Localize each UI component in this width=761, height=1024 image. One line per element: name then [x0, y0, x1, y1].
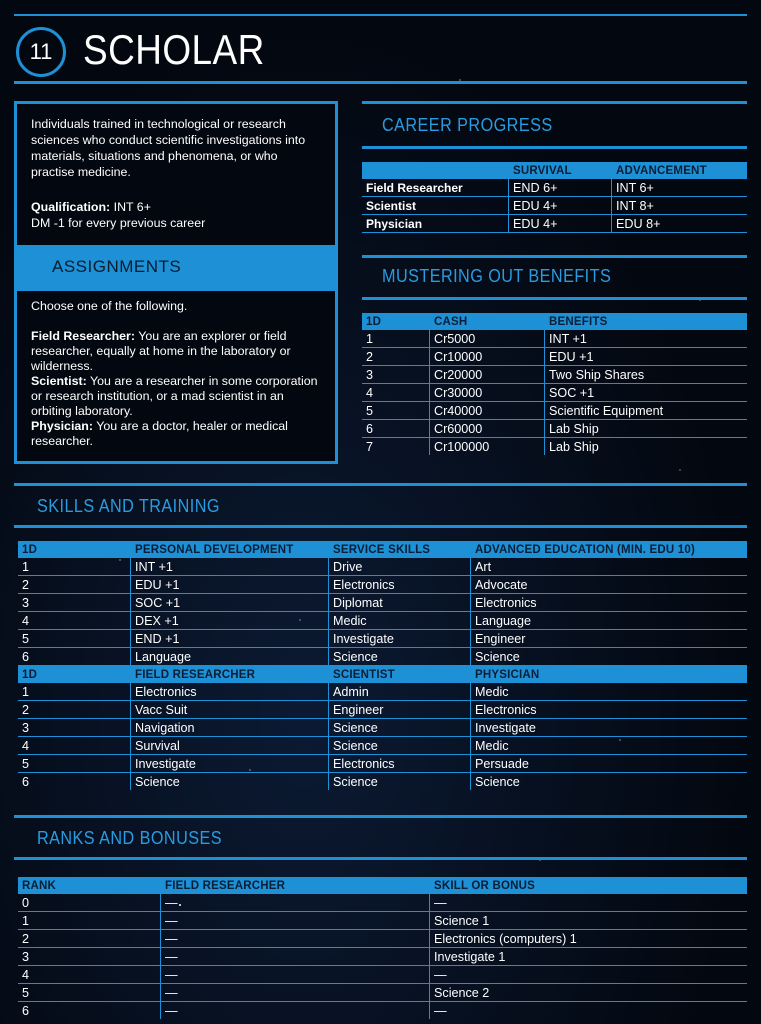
table-cell: Science — [329, 773, 471, 791]
table-row — [362, 215, 747, 233]
table-row — [362, 420, 747, 438]
mustering-out-title: MUSTERING OUT BENEFITS — [382, 266, 612, 286]
qualification-label: Qualification: — [31, 200, 111, 214]
assignments-body — [31, 299, 323, 449]
table-cell: Language — [131, 648, 329, 666]
table-cell: Admin — [329, 683, 471, 701]
table-row — [362, 348, 747, 366]
table-row — [362, 179, 747, 197]
table-row — [18, 930, 747, 948]
table-cell: 4 — [18, 966, 161, 984]
ranks-top-rule — [14, 815, 747, 818]
table-cell: — — [161, 912, 430, 930]
table-cell: Engineer — [329, 701, 471, 719]
career-progress-bottom-rule — [362, 146, 747, 149]
table-cell: 5 — [18, 755, 131, 773]
mustering-top-rule — [362, 255, 747, 258]
skills-bottom-rule — [14, 525, 747, 528]
table-row — [18, 648, 747, 666]
table-row — [18, 894, 747, 912]
table-row — [18, 755, 747, 773]
assignments-header — [17, 245, 335, 291]
table-row — [18, 719, 747, 737]
table-cell: Advocate — [471, 576, 748, 594]
mustering-bottom-rule — [362, 297, 747, 300]
table-row — [362, 330, 747, 348]
chapter-number-badge — [16, 27, 66, 77]
table-row — [18, 984, 747, 1002]
table-cell: INT 6+ — [612, 179, 748, 197]
assignments-title: ASSIGNMENTS — [52, 257, 182, 276]
table-cell: — — [161, 930, 430, 948]
table-cell: Science — [471, 773, 748, 791]
table-cell: Science — [329, 648, 471, 666]
skills-table — [18, 541, 747, 790]
table-cell: 3 — [18, 948, 161, 966]
table-cell: DEX +1 — [131, 612, 329, 630]
table-cell: 0 — [18, 894, 161, 912]
table-cell: 6 — [22, 1003, 30, 1018]
table-cell: Science — [329, 737, 471, 755]
table-cell: Medic — [471, 737, 748, 755]
table-cell: 4 — [18, 737, 131, 755]
table-cell: SOC +1 — [545, 384, 748, 402]
table-cell: Electronics — [131, 683, 329, 701]
table-row — [18, 737, 747, 755]
table-cell: Field Researcher — [362, 179, 509, 197]
table-cell: EDU 4+ — [509, 215, 612, 233]
table-cell: 3 — [18, 719, 131, 737]
table-cell: — — [161, 948, 430, 966]
table-cell: 4 — [362, 384, 430, 402]
career-progress-title: CAREER PROGRESS — [382, 115, 553, 135]
table-cell: Navigation — [131, 719, 329, 737]
table-cell: — — [430, 1002, 748, 1020]
table-cell: 5 — [18, 630, 131, 648]
table-cell: Electronics — [329, 755, 471, 773]
skills-top-rule — [14, 483, 747, 486]
table-row — [362, 197, 747, 215]
table-cell: Electronics — [471, 594, 748, 612]
table-header-cell: ADVANCED EDUCATION (MIN. EDU 10) — [471, 541, 748, 558]
career-progress-table — [362, 162, 747, 233]
table-cell: — — [161, 894, 430, 912]
table-header-row — [18, 877, 747, 894]
table-cell: Electronics — [471, 701, 748, 719]
table-cell: Lab Ship — [545, 438, 748, 456]
table-row — [18, 701, 747, 719]
table-cell: INT 8+ — [612, 197, 748, 215]
table-row — [18, 594, 747, 612]
table-cell: — — [161, 984, 430, 1002]
table-cell: Medic — [329, 612, 471, 630]
table-cell: Cr30000 — [430, 384, 545, 402]
chapter-number: 11 — [29, 39, 53, 64]
table-cell: Investigate 1 — [430, 948, 748, 966]
qualification-block — [31, 199, 205, 231]
table-header-row — [362, 313, 747, 330]
table-header-cell: FIELD RESEARCHER — [131, 666, 329, 684]
table-header-cell: PHYSICIAN — [471, 666, 748, 684]
table-cell: SOC +1 — [131, 594, 329, 612]
table-row — [18, 966, 747, 984]
table-cell: 1 — [18, 558, 131, 576]
assignment-label: Scientist: — [31, 374, 87, 388]
assignments-prompt: Choose one of the following. — [31, 299, 188, 313]
table-row — [362, 366, 747, 384]
table-cell: Cr20000 — [430, 366, 545, 384]
table-cell: Survival — [131, 737, 329, 755]
table-cell: 1 — [18, 912, 161, 930]
table-row — [18, 630, 747, 648]
table-cell: Two Ship Shares — [545, 366, 748, 384]
table-cell: 7 — [366, 439, 374, 454]
table-header-row — [362, 162, 747, 179]
table-cell: Electronics — [329, 576, 471, 594]
table-cell: Art — [471, 558, 748, 576]
table-cell: EDU 4+ — [509, 197, 612, 215]
table-cell: Cr10000 — [430, 348, 545, 366]
assignment-label: Physician: — [31, 419, 93, 433]
table-cell: 5 — [362, 402, 430, 420]
table-row — [18, 576, 747, 594]
table-cell: EDU 8+ — [612, 215, 748, 233]
table-cell: Scientific Equipment — [545, 402, 748, 420]
table-cell: Drive — [329, 558, 471, 576]
table-cell: — — [430, 894, 748, 912]
table-cell: INT +1 — [131, 558, 329, 576]
table-cell: 1 — [362, 330, 430, 348]
ranks-table — [18, 877, 747, 1019]
table-cell: Persuade — [471, 755, 748, 773]
table-cell: Medic — [471, 683, 748, 701]
table-cell: 3 — [18, 594, 131, 612]
assignment-text: You are a doctor, healer or medical researcher. — [31, 419, 288, 448]
table-header-row — [18, 666, 747, 684]
table-cell: — — [161, 1002, 430, 1020]
table-cell: 6 — [362, 420, 430, 438]
qualification-value: INT 6+ — [113, 200, 151, 214]
table-row — [362, 384, 747, 402]
table-cell: 2 — [18, 930, 161, 948]
table-cell: Cr5000 — [430, 330, 545, 348]
table-header-cell: RANK — [18, 877, 161, 894]
assignment-label: Field Researcher: — [31, 329, 135, 343]
table-row — [18, 558, 747, 576]
header-rule — [14, 81, 747, 84]
career-description: Individuals trained in technological or research sciences who conduct scientific investigations into materials, situations and phenomena, or who practise medicine. — [31, 117, 306, 179]
table-cell: 6 — [18, 648, 131, 666]
table-cell: Language — [471, 612, 748, 630]
table-header-cell: SERVICE SKILLS — [329, 541, 471, 558]
career-progress-top-rule — [362, 101, 747, 104]
dm-note: DM -1 for every previous career — [31, 216, 206, 230]
table-header-cell: SKILL OR BONUS — [430, 877, 748, 894]
assignment-text: You are an explorer or field researcher, equally at home in the laboratory or wilderness. — [31, 329, 291, 373]
table-cell: 1 — [18, 683, 131, 701]
table-cell: Investigate — [329, 630, 471, 648]
table-header-cell — [362, 162, 509, 179]
skills-title: SKILLS AND TRAINING — [37, 496, 220, 516]
career-intro-box — [14, 101, 338, 464]
table-header-cell: 1D — [18, 541, 131, 558]
table-cell: Physician — [362, 215, 509, 233]
mustering-out-table — [362, 313, 747, 455]
table-header-row — [18, 541, 747, 558]
table-row — [18, 948, 747, 966]
assignment-item — [31, 329, 323, 374]
table-cell: Science 1 — [430, 912, 748, 930]
table-row — [18, 773, 747, 791]
table-cell: 4 — [18, 612, 131, 630]
page-title: SCHOLAR — [83, 26, 265, 73]
table-cell: Cr60000 — [430, 420, 545, 438]
table-header-cell: 1D — [18, 666, 131, 684]
table-header-cell: PERSONAL DEVELOPMENT — [131, 541, 329, 558]
table-cell: Cr40000 — [430, 402, 545, 420]
top-rule — [14, 14, 747, 16]
table-header-cell: SCIENTIST — [329, 666, 471, 684]
assignment-item — [31, 419, 323, 449]
table-cell: Lab Ship — [545, 420, 748, 438]
table-cell: EDU +1 — [545, 348, 748, 366]
table-cell: Science — [131, 773, 329, 791]
table-header-cell: 1D — [362, 313, 430, 330]
table-cell: 2 — [362, 348, 430, 366]
table-cell: 2 — [18, 701, 131, 719]
table-header-cell: FIELD RESEARCHER — [161, 877, 430, 894]
table-cell: Electronics (computers) 1 — [430, 930, 748, 948]
table-header-cell: SURVIVAL — [509, 162, 612, 179]
table-header-cell: BENEFITS — [545, 313, 748, 330]
table-cell: 3 — [362, 366, 430, 384]
table-row — [18, 912, 747, 930]
table-row — [18, 612, 747, 630]
table-row — [362, 438, 747, 456]
table-cell: 6 — [22, 774, 30, 789]
table-cell: Investigate — [131, 755, 329, 773]
table-cell: Engineer — [471, 630, 748, 648]
table-cell: Science — [471, 648, 748, 666]
ranks-bottom-rule — [14, 857, 747, 860]
table-cell: Cr100000 — [430, 438, 545, 456]
table-row — [18, 683, 747, 701]
table-cell: — — [430, 966, 748, 984]
table-cell: END +1 — [131, 630, 329, 648]
ranks-title: RANKS AND BONUSES — [37, 828, 223, 848]
table-cell: INT +1 — [545, 330, 748, 348]
table-cell: END 6+ — [509, 179, 612, 197]
table-cell: Science — [329, 719, 471, 737]
table-cell: Diplomat — [329, 594, 471, 612]
table-cell: 2 — [18, 576, 131, 594]
table-cell: Science 2 — [430, 984, 748, 1002]
assignment-item — [31, 374, 323, 419]
table-header-cell: CASH — [430, 313, 545, 330]
table-header-cell: ADVANCEMENT — [612, 162, 748, 179]
table-cell: Scientist — [362, 197, 509, 215]
table-cell: — — [161, 966, 430, 984]
table-cell: EDU +1 — [131, 576, 329, 594]
table-cell: 5 — [18, 984, 161, 1002]
table-cell: Investigate — [471, 719, 748, 737]
table-row — [362, 402, 747, 420]
table-cell: Vacc Suit — [131, 701, 329, 719]
assignment-text: You are a researcher in some corporation or research institution, or a mad scientist in an orbiting laboratory. — [31, 374, 318, 418]
table-row — [18, 1002, 747, 1020]
